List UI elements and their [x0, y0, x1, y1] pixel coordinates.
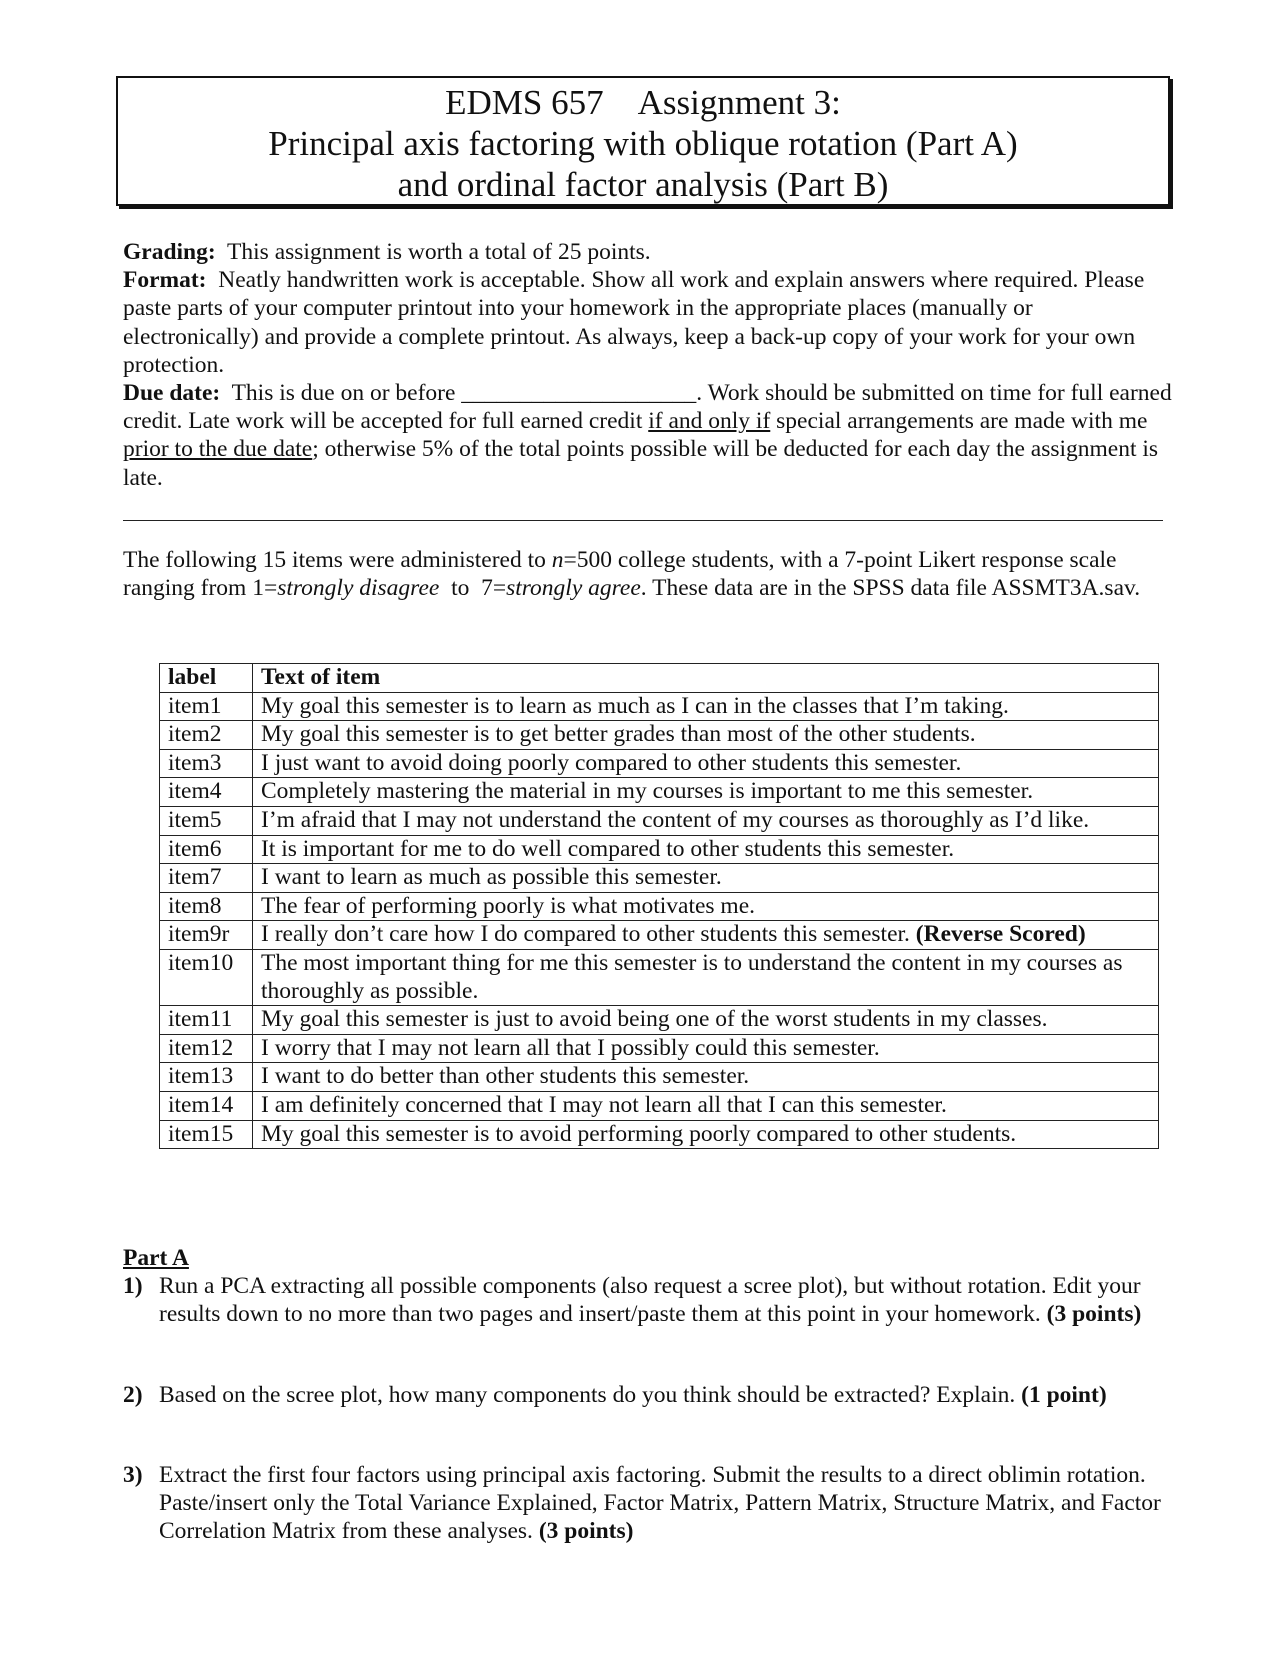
grading-text: This assignment is worth a total of 25 points.	[227, 239, 651, 265]
item-label-cell: item6	[160, 835, 253, 864]
item-text: I’m afraid that I may not understand the content of my courses as thoroughly as I’d like.	[261, 806, 1090, 833]
question-points: (3 points)	[538, 1518, 634, 1545]
item-text: My goal this semester is to avoid performing poorly compared to other students.	[261, 1120, 1017, 1147]
table-row	[160, 692, 1159, 721]
table-row	[160, 892, 1159, 921]
question-text: Based on the scree plot, how many components do you think should be extracted? Explain.	[159, 1382, 1022, 1408]
horizontal-divider	[123, 520, 1163, 521]
due-date-paragraph	[123, 379, 1173, 492]
item-text: I want to learn as much as possible this semester.	[261, 864, 722, 891]
question-text: Extract the first four factors using principal axis factoring. Submit the results to a direct oblimin rotation. Paste/insert only the Total Variance Explained, Factor Matrix, Pattern Matrix, Structure Matrix, and Factor Correlation Matrix from these analyses.	[159, 1462, 1161, 1545]
item-text: I am definitely concerned that I may not learn all that I can this semester.	[261, 1091, 947, 1118]
item-label-cell: item9r	[160, 921, 253, 950]
intro-text-2: =500 college students, with a 7-point Likert response scale ranging from 1=	[123, 547, 1117, 602]
title-line-3: and ordinal factor analysis (Part B)	[397, 165, 889, 204]
item-label-cell: item13	[160, 1063, 253, 1092]
item-text-cell	[253, 778, 1159, 807]
item-label-cell: item1	[160, 692, 253, 721]
table-row	[160, 721, 1159, 750]
table-row	[160, 1006, 1159, 1035]
grading-paragraph	[123, 238, 1173, 266]
table-row	[160, 921, 1159, 950]
item-text: My goal this semester is to learn as much as I can in the classes that I’m taking.	[261, 692, 1009, 719]
question-number: 2)	[123, 1382, 143, 1408]
intro-paragraph	[123, 546, 1173, 602]
item-text: It is important for me to do well compared to other students this semester.	[261, 835, 955, 862]
item-text-cell	[253, 721, 1159, 750]
format-text: Neatly handwritten work is acceptable. Show all work and explain answers where required. Please paste parts of your computer printout into your homework in the appropriate places (manually or electronically) and provide a complete printout. As always, keep a back-up copy of your work for your own protection.	[123, 267, 1145, 378]
due-date-underline-condition: if and only if	[648, 408, 771, 435]
item-label-cell: item4	[160, 778, 253, 807]
title-line-2: Principal axis factoring with oblique rotation (Part A)	[268, 124, 1018, 163]
item-text-cell	[253, 1063, 1159, 1092]
item-label-cell: item10	[160, 949, 253, 1005]
table-row	[160, 749, 1159, 778]
item-text: I want to do better than other students this semester.	[261, 1063, 750, 1090]
title-line-1	[118, 82, 1168, 123]
item-label-cell: item14	[160, 1091, 253, 1120]
assignment-number: Assignment 3:	[637, 83, 841, 122]
part-a-heading: Part A	[123, 1245, 189, 1271]
format-label: Format:	[123, 267, 207, 294]
item-text-cell	[253, 1120, 1159, 1149]
item-text: The fear of performing poorly is what motivates me.	[261, 892, 756, 919]
question-points: (1 point)	[1021, 1382, 1107, 1408]
grading-label: Grading:	[123, 239, 216, 265]
item-text: My goal this semester is to get better grades than most of the other students.	[261, 721, 976, 748]
item-label-cell: item3	[160, 749, 253, 778]
table-row	[160, 806, 1159, 835]
item-text-cell	[253, 692, 1159, 721]
table-row	[160, 835, 1159, 864]
item-text-cell	[253, 835, 1159, 864]
item-text: Completely mastering the material in my courses is important to me this semester.	[261, 778, 1034, 805]
item-text-cell	[253, 1006, 1159, 1035]
item-text-cell	[253, 864, 1159, 893]
item-text-cell	[253, 892, 1159, 921]
intro-text-1: The following 15 items were administered to	[123, 547, 552, 573]
question-number: 1)	[123, 1273, 143, 1299]
question-number: 3)	[123, 1462, 143, 1488]
course-code: EDMS 657	[445, 83, 604, 122]
table-row	[160, 949, 1159, 1005]
item-text-cell	[253, 806, 1159, 835]
item-text-cell	[253, 749, 1159, 778]
due-date-text: This is due on or before ____________________. Work should be submitted on time for full earned credit. Late work will be accepted for full earned credit	[123, 380, 1172, 435]
table-header-row	[160, 664, 1159, 693]
item-label-cell: item7	[160, 864, 253, 893]
item-text-cell	[253, 921, 1159, 950]
item-text-cell	[253, 1091, 1159, 1120]
intro-text-3: to 7=	[439, 575, 507, 602]
intro-text-4: . These data are in the SPSS data file ASSMT3A.sav.	[640, 575, 1141, 602]
item-text: I really don’t care how I do compared to other students this semester.	[261, 921, 916, 948]
header-text-of-item: Text of item	[253, 664, 1159, 693]
table-row	[160, 864, 1159, 893]
item-label-cell: item5	[160, 806, 253, 835]
item-label-cell: item11	[160, 1006, 253, 1035]
item-label-cell: item12	[160, 1034, 253, 1063]
question-1	[123, 1272, 1175, 1328]
header-label: label	[160, 664, 253, 693]
table-row	[160, 1120, 1159, 1149]
table-row	[160, 1034, 1159, 1063]
question-2	[123, 1381, 1175, 1409]
table-row	[160, 1091, 1159, 1120]
intro-strongly-agree: strongly agree	[506, 575, 641, 602]
instructions	[123, 238, 1173, 492]
table-row	[160, 1063, 1159, 1092]
format-paragraph	[123, 266, 1173, 379]
item-text: My goal this semester is just to avoid being one of the worst students in my classes.	[261, 1006, 1048, 1033]
item-label-cell: item15	[160, 1120, 253, 1149]
table-row	[160, 778, 1159, 807]
intro-strongly-disagree: strongly disagree	[277, 575, 440, 602]
question-3	[123, 1461, 1175, 1546]
due-date-label: Due date:	[123, 380, 221, 407]
item-text-cell	[253, 1034, 1159, 1063]
item-text-cell	[253, 949, 1159, 1005]
items-table	[159, 663, 1159, 1149]
due-date-text-3: ; otherwise 5% of the total points possible will be deducted for each day the assignment is late.	[123, 436, 1159, 491]
title-box	[116, 76, 1170, 206]
item-label-cell: item2	[160, 721, 253, 750]
due-date-underline-deadline: prior to the due date	[123, 436, 313, 463]
question-points: (3 points)	[1046, 1301, 1142, 1328]
item-label-cell: item8	[160, 892, 253, 921]
question-text: Run a PCA extracting all possible components (also request a scree plot), but without rotation. Edit your results down to no more than two pages and insert/paste them at this point in your homework.	[159, 1273, 1141, 1328]
due-date-text-2: special arrangements are made with me	[770, 408, 1148, 435]
intro-n: n	[551, 547, 564, 573]
item-text: I worry that I may not learn all that I possibly could this semester.	[261, 1034, 880, 1061]
item-note: (Reverse Scored)	[915, 921, 1086, 948]
item-text: The most important thing for me this semester is to understand the content in my courses as thoroughly as possible.	[261, 949, 1123, 1004]
item-text: I just want to avoid doing poorly compared to other students this semester.	[261, 749, 962, 776]
